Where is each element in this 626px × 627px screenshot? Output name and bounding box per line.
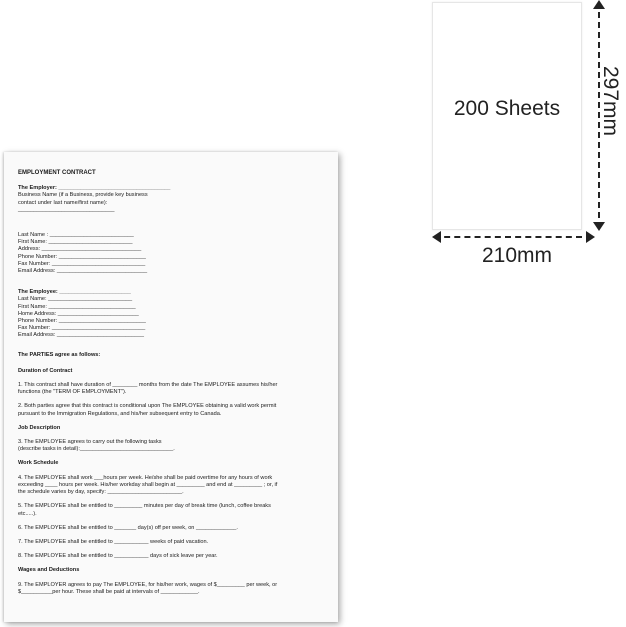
employee-phone: Phone Number: ____________________________ [18, 318, 146, 325]
clause-2-line: pursuant to the Immigration Regulations, and his/her subsequent entry to Canada. [18, 410, 222, 417]
employee-last-name: Last Name: ___________________________ [18, 296, 133, 303]
employer-email: Email Address: _____________________________ [18, 268, 148, 275]
employee-email: Email Address: ____________________________ [18, 332, 144, 339]
clause-3-line: (describe tasks in detail):______________________________. [18, 446, 175, 453]
employer-address: Address: ________________________________ [18, 246, 142, 253]
clause-4-line: the schedule varies by day, specify: ________________________. [18, 489, 184, 496]
clause-4-line: exceeding ____ hours per week. His/her workday shall begin at _________ and end at _________ ; or, if [18, 481, 278, 488]
schedule-heading: Work Schedule [18, 460, 59, 467]
employer-line: Business Name (if a Business, provide key business [18, 192, 148, 199]
employer-heading: The Employer: ____________________________________ [18, 185, 171, 192]
arrow-down-icon [593, 222, 605, 231]
employer-phone: Phone Number: ____________________________ [18, 253, 146, 260]
clause-1-line: functions (the "TERM OF EMPLOYMENT"). [18, 389, 127, 396]
employer-line: contact under last name/first name): [18, 199, 108, 206]
clause-4-line: 4. The EMPLOYEE shall work ___hours per week. He/she shall be paid overtime for any hours of work [18, 474, 273, 481]
contract-document [4, 152, 338, 622]
clause-2-line: 2. Both parties agree that this contract is conditional upon The EMPLOYEE obtaining a valid work permit [18, 403, 277, 410]
arrow-right-icon [586, 231, 595, 243]
clause-9-line: $__________per hour. These shall be paid at intervals of ____________. [18, 588, 200, 595]
clause-5-line: etc.....). [18, 510, 37, 517]
employee-first-name: First Name: ____________________________ [18, 303, 136, 310]
wages-heading: Wages and Deductions [18, 567, 80, 574]
width-dimension-line [434, 236, 582, 238]
clause-7: 7. The EMPLOYEE shall be entitled to ___________ weeks of paid vacation. [18, 538, 209, 545]
employer-line: _______________________________ [18, 206, 115, 213]
duration-heading: Duration of Contract [18, 367, 73, 374]
employer-last-name: Last Name : ___________________________ [18, 232, 134, 239]
width-label: 210mm [481, 244, 553, 267]
clause-1-line: 1. This contract shall have duration of ________ months from the date The EMPLOYEE assumes his/her [18, 382, 278, 389]
arrow-left-icon [432, 231, 441, 243]
employee-fax: Fax Number: ______________________________ [18, 325, 146, 332]
clause-5-line: 5. The EMPLOYEE shall be entitled to _________ minutes per day of break time (lunch, coffee breaks [18, 503, 271, 510]
paper-sheet-preview [432, 2, 582, 230]
employer-fax: Fax Number: ______________________________ [18, 260, 146, 267]
employer-first-name: First Name: ___________________________ [18, 239, 133, 246]
height-label: 297mm [599, 66, 622, 137]
employee-heading: The Employee: _______________________ [18, 289, 131, 296]
arrow-up-icon [593, 0, 605, 9]
clause-6: 6. The EMPLOYEE shall be entitled to _______ day(s) off per week, on _____________. [18, 524, 238, 531]
contract-content [18, 170, 324, 596]
document-title: EMPLOYMENT CONTRACT [18, 170, 96, 176]
employee-address: Home Address: __________________________ [18, 310, 139, 317]
sheets-count-label: 200 Sheets [453, 97, 561, 120]
clause-8: 8. The EMPLOYEE shall be entitled to ___________ days of sick leave per year. [18, 553, 218, 560]
parties-heading: The PARTIES agree as follows: [18, 351, 101, 358]
job-heading: Job Description [18, 424, 61, 431]
clause-3-line: 3. The EMPLOYEE agrees to carry out the following tasks [18, 439, 162, 446]
clause-9-line: 9. The EMPLOYER agrees to pay The EMPLOYEE, for his/her work, wages of $_________ per week, or [18, 581, 278, 588]
